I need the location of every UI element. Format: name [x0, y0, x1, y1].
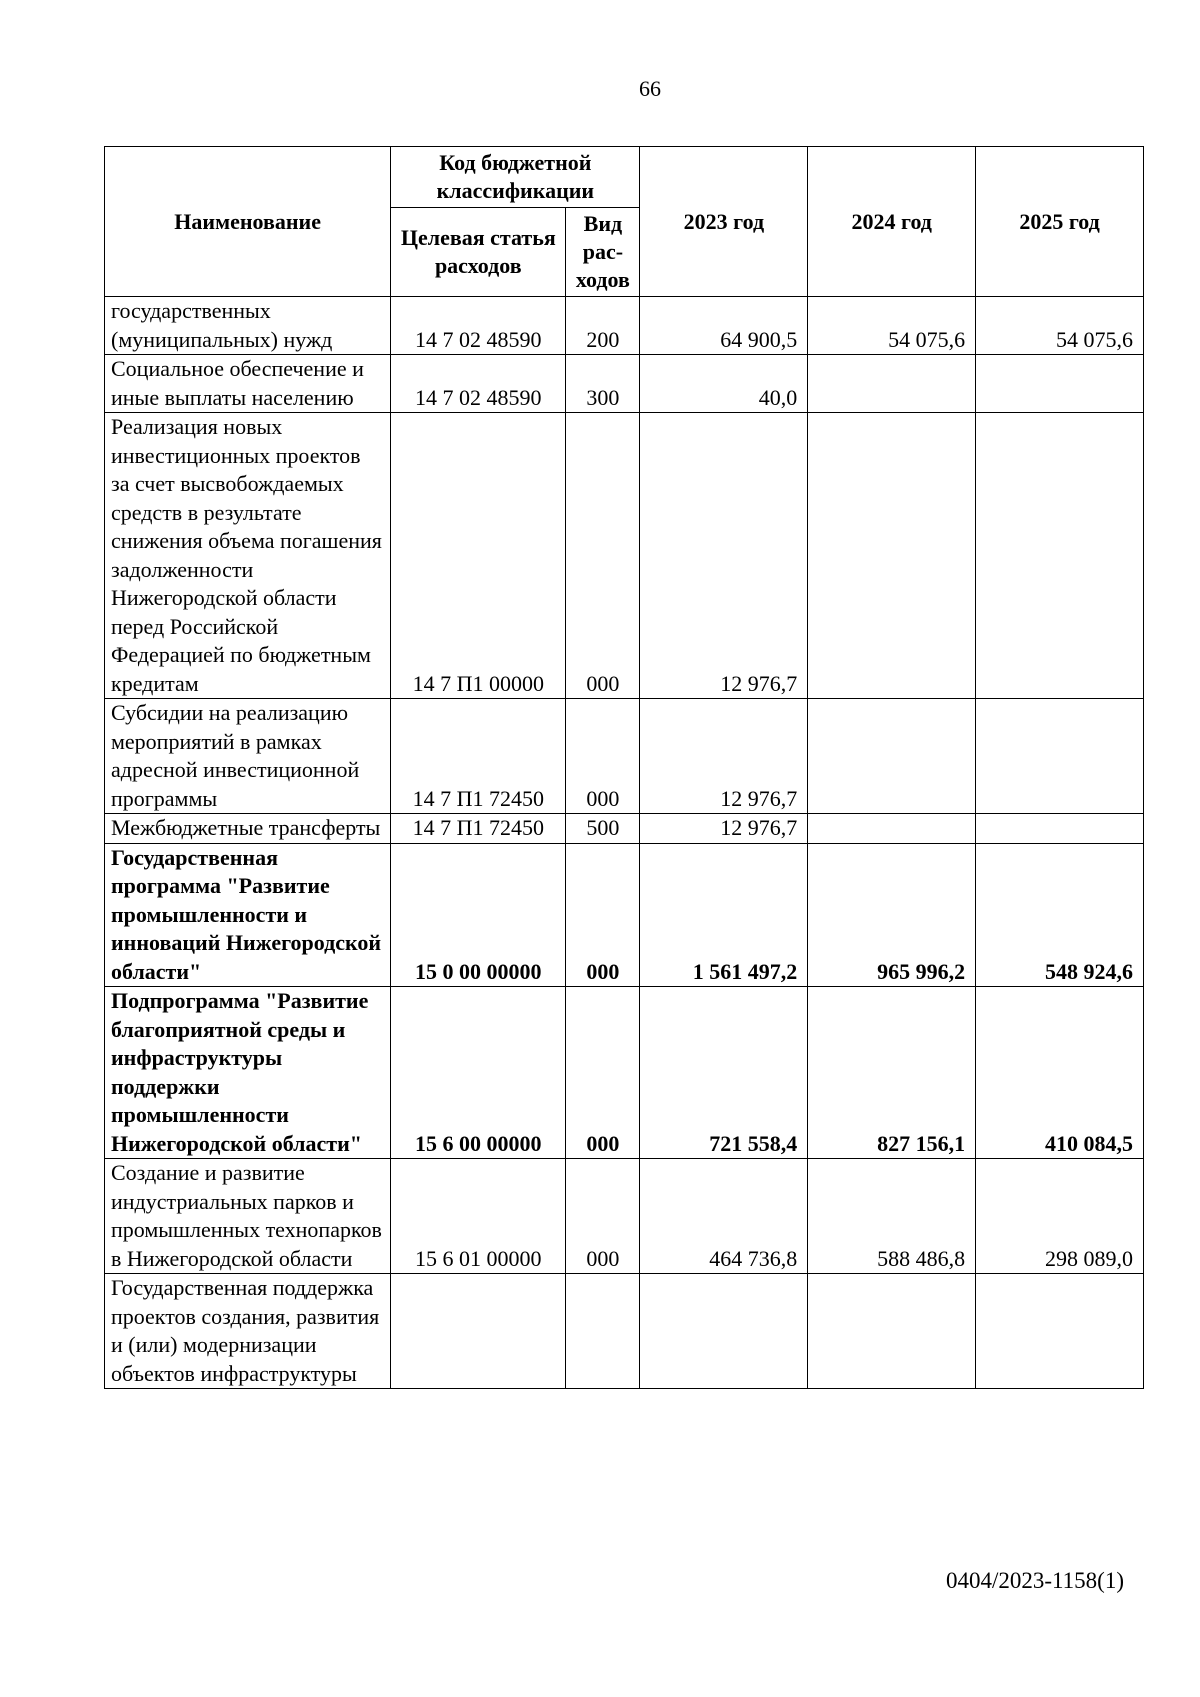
- row-2025: 410 084,5: [976, 987, 1144, 1159]
- table-row: [105, 699, 1144, 814]
- row-type: 300: [566, 355, 640, 413]
- row-code: 14 7 П1 72450: [391, 814, 566, 844]
- header-2024: 2024 год: [808, 147, 976, 297]
- row-2023: 12 976,7: [640, 699, 808, 814]
- row-code: [391, 1274, 566, 1389]
- header-2023: 2023 год: [640, 147, 808, 297]
- row-2024: 965 996,2: [808, 843, 976, 987]
- table-row: [105, 1274, 1144, 1389]
- table-row: [105, 297, 1144, 355]
- budget-table: [104, 146, 1144, 1389]
- table-row: [105, 1159, 1144, 1274]
- row-name: Субсидии на реализацию мероприятий в рамках адресной инвестиционной программы: [105, 699, 391, 814]
- row-name: Социальное обеспечение и иные выплаты населению: [105, 355, 391, 413]
- row-code: 14 7 П1 00000: [391, 413, 566, 699]
- header-target-article: Целевая статья расходов: [391, 208, 566, 297]
- row-type: 000: [566, 1159, 640, 1274]
- row-2025: [976, 355, 1144, 413]
- row-code: 15 0 00 00000: [391, 843, 566, 987]
- header-2025: 2025 год: [976, 147, 1144, 297]
- row-name: Создание и развитие индустриальных парков и промышленных технопарков в Нижегородской области: [105, 1159, 391, 1274]
- row-2024: [808, 1274, 976, 1389]
- table-row: [105, 413, 1144, 699]
- header-kbk: Код бюджетной классификации: [391, 147, 640, 208]
- row-2024: [808, 814, 976, 844]
- row-name: Государственная программа "Развитие промышленности и инноваций Нижегородской области": [105, 843, 391, 987]
- row-type: 000: [566, 413, 640, 699]
- row-2024: [808, 413, 976, 699]
- row-type: 200: [566, 297, 640, 355]
- row-name: Межбюджетные трансферты: [105, 814, 391, 844]
- row-type: 000: [566, 699, 640, 814]
- row-2025: 54 075,6: [976, 297, 1144, 355]
- row-2025: [976, 814, 1144, 844]
- row-type: [566, 1274, 640, 1389]
- row-name: Государственная поддержка проектов создания, развития и (или) модернизации объектов инфраструктуры: [105, 1274, 391, 1389]
- row-2023: 464 736,8: [640, 1159, 808, 1274]
- row-code: 15 6 00 00000: [391, 987, 566, 1159]
- table-row: [105, 355, 1144, 413]
- row-code: 14 7 П1 72450: [391, 699, 566, 814]
- row-2025: [976, 413, 1144, 699]
- row-type: 000: [566, 843, 640, 987]
- row-2023: 40,0: [640, 355, 808, 413]
- page-number: 66: [639, 76, 661, 101]
- row-2024: 827 156,1: [808, 987, 976, 1159]
- row-2023: 721 558,4: [640, 987, 808, 1159]
- row-name: Реализация новых инвестиционных проектов за счет высвобождаемых средств в результате снижения объема погашения задолженности Нижегородской области перед Российской Федерацией по бюджетным кредитам: [105, 413, 391, 699]
- row-name: государственных (муниципальных) нужд: [105, 297, 391, 355]
- row-2023: 64 900,5: [640, 297, 808, 355]
- row-type: 500: [566, 814, 640, 844]
- row-2024: [808, 699, 976, 814]
- row-type: 000: [566, 987, 640, 1159]
- row-2025: 298 089,0: [976, 1159, 1144, 1274]
- header-expense-type: Вид рас-ходов: [566, 208, 640, 297]
- document-registration-code: 0404/2023-1158(1): [945, 1568, 1124, 1593]
- row-name: Подпрограмма "Развитие благоприятной среды и инфраструктуры поддержки промышленности Нижегородской области": [105, 987, 391, 1159]
- table-row: [105, 843, 1144, 987]
- row-2025: [976, 1274, 1144, 1389]
- row-2025: 548 924,6: [976, 843, 1144, 987]
- table-row: [105, 814, 1144, 844]
- row-code: 14 7 02 48590: [391, 297, 566, 355]
- row-2023: 12 976,7: [640, 413, 808, 699]
- row-code: 15 6 01 00000: [391, 1159, 566, 1274]
- row-2023: [640, 1274, 808, 1389]
- row-2023: 12 976,7: [640, 814, 808, 844]
- row-2023: 1 561 497,2: [640, 843, 808, 987]
- header-name: Наименование: [105, 147, 391, 297]
- row-code: 14 7 02 48590: [391, 355, 566, 413]
- row-2024: 54 075,6: [808, 297, 976, 355]
- row-2024: [808, 355, 976, 413]
- row-2024: 588 486,8: [808, 1159, 976, 1274]
- row-2025: [976, 699, 1144, 814]
- table-row: [105, 987, 1144, 1159]
